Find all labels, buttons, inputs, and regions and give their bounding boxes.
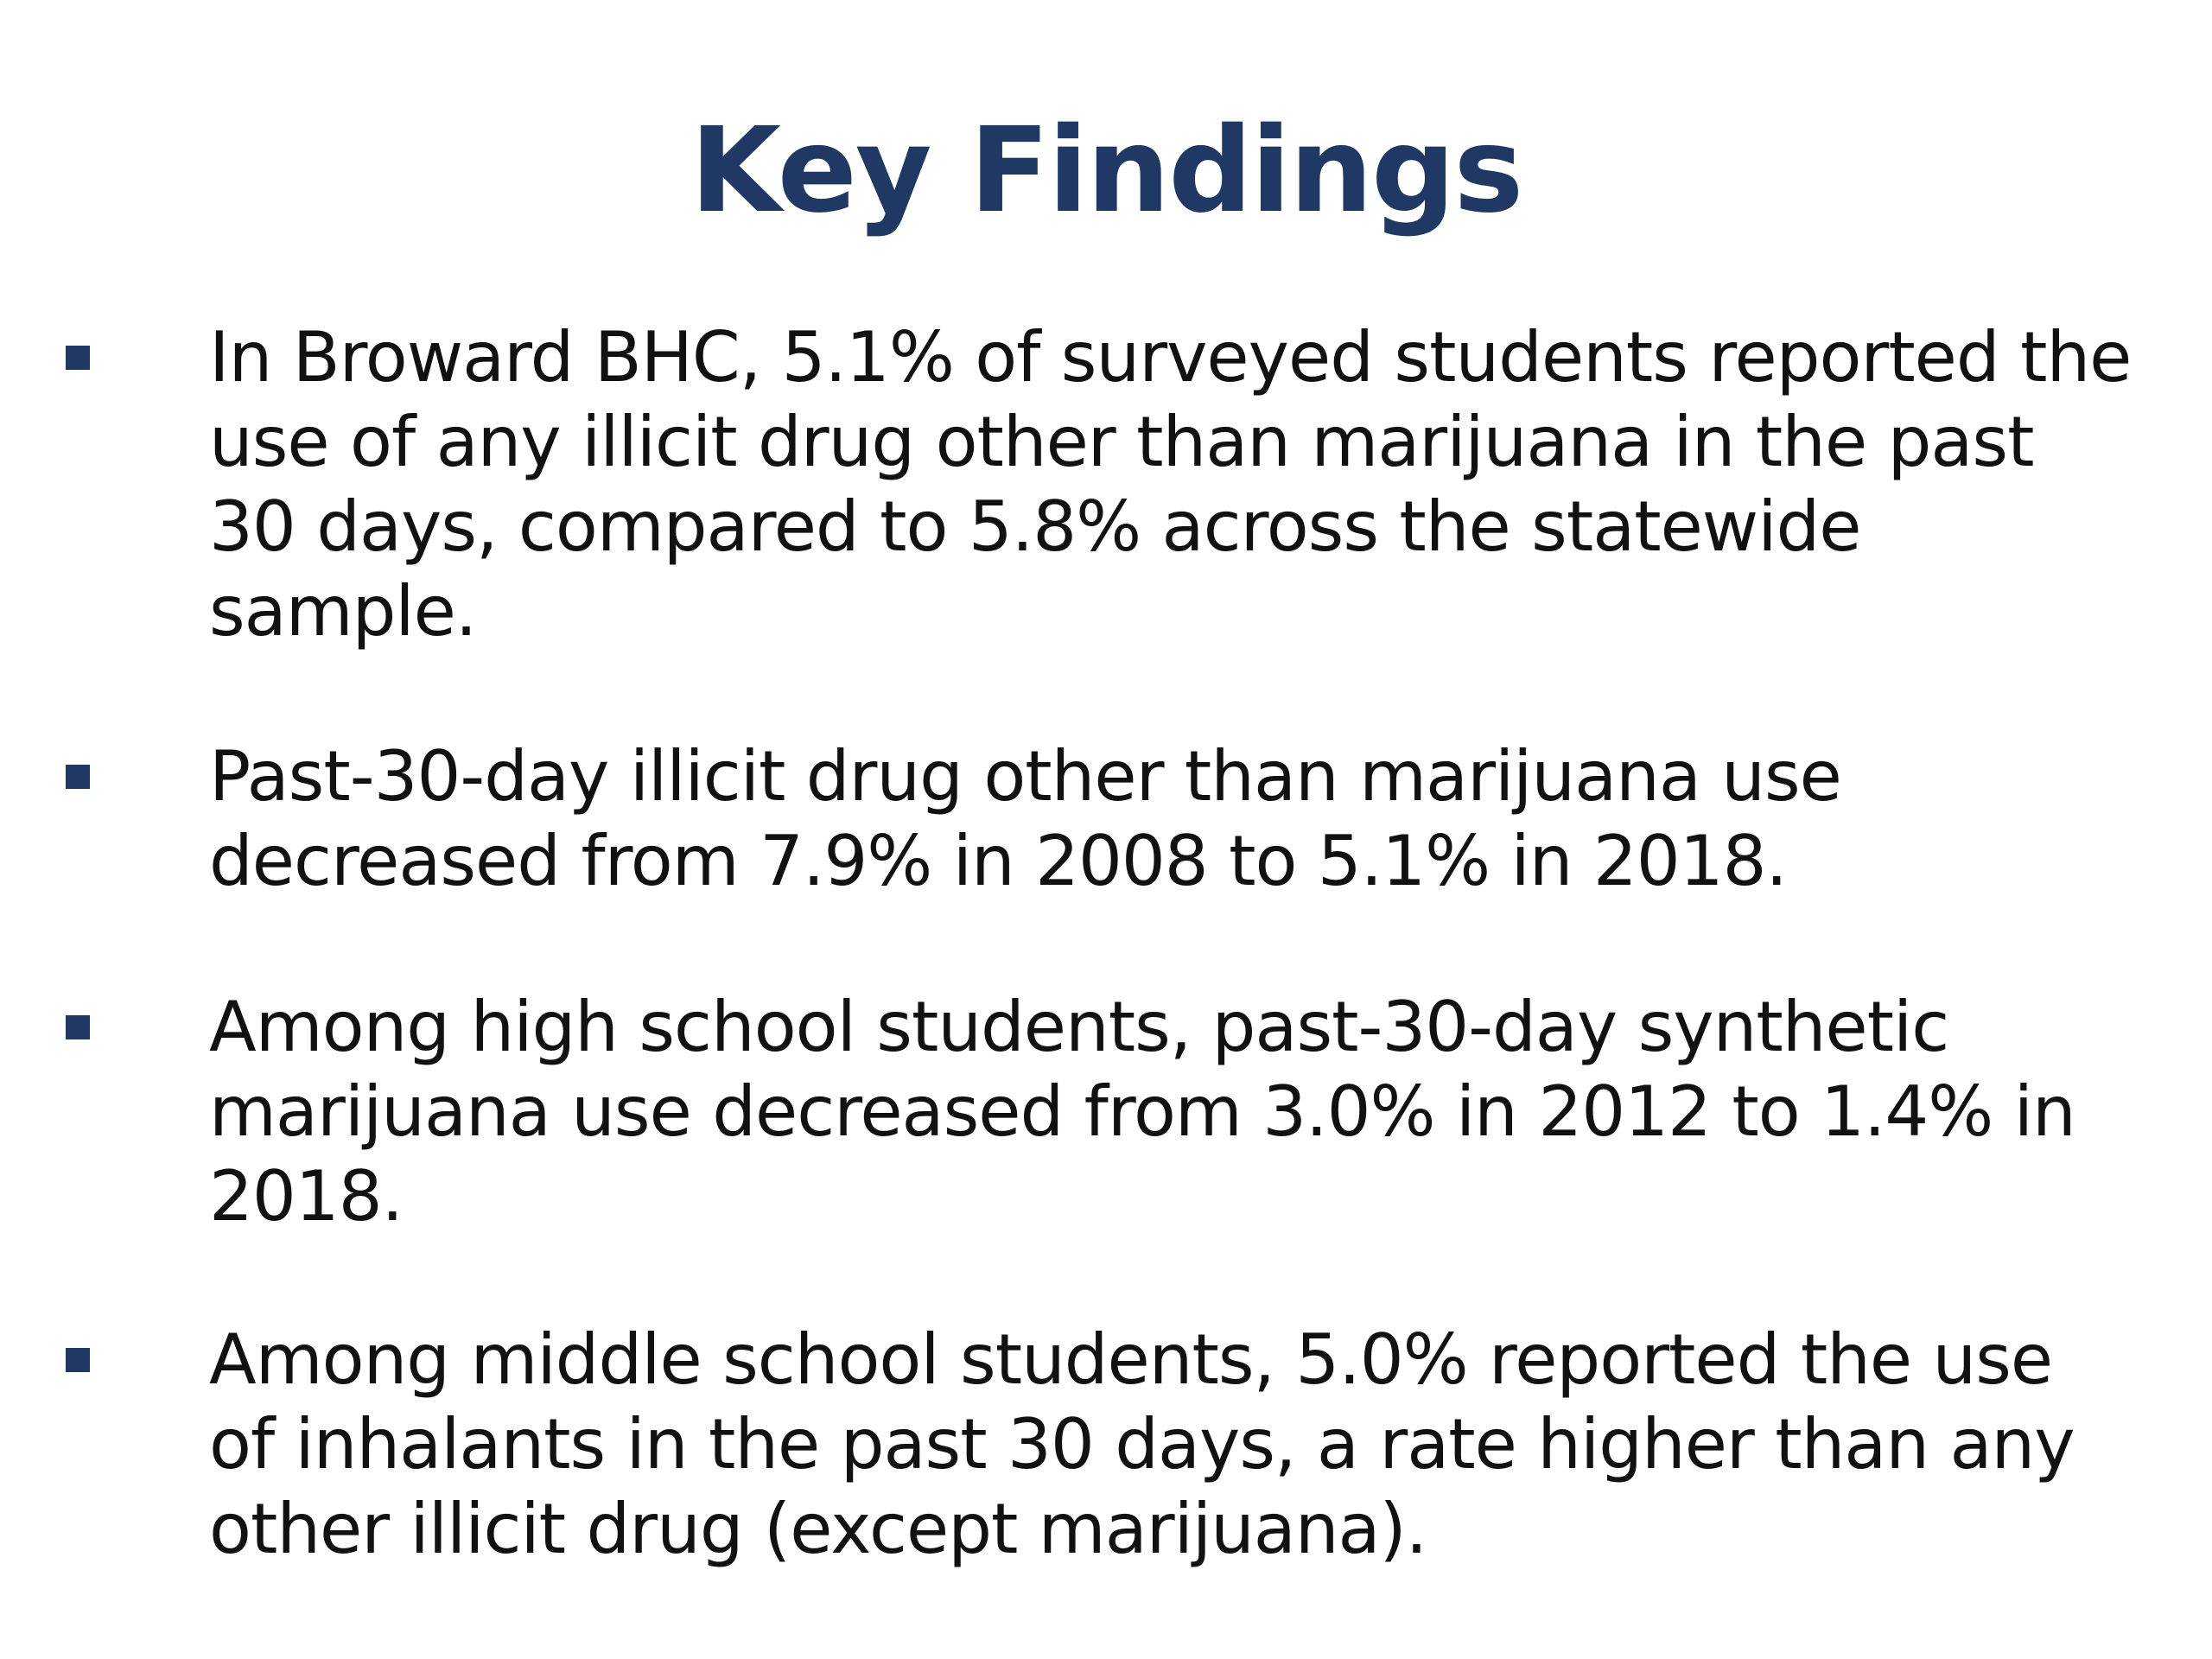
slide-title: Key Findings	[690, 103, 1522, 239]
square-bullet-icon	[66, 1348, 90, 1372]
bullet-text: Among middle school students, 5.0% reported the use of inhalants in the past 30 days, a rate higher than any other illicit drug (except marijuana).	[209, 1319, 2075, 1569]
square-bullet-icon	[66, 765, 90, 789]
bullet-text: Past-30-day illicit drug other than marijuana use decreased from 7.9% in 2008 to 5.1% in 2018.	[209, 736, 1841, 901]
square-bullet-icon	[66, 346, 90, 370]
square-bullet-icon	[66, 1015, 90, 1039]
bullet-text: In Broward BHC, 5.1% of surveyed students reported the use of any illicit drug other than marijuana in the past 30 days, compared to 5.8% across the statewide sample.	[209, 317, 2132, 652]
bullet-text: Among high school students, past-30-day synthetic marijuana use decreased from 3.0% in 2012 to 1.4% in 2018.	[209, 987, 2075, 1236]
